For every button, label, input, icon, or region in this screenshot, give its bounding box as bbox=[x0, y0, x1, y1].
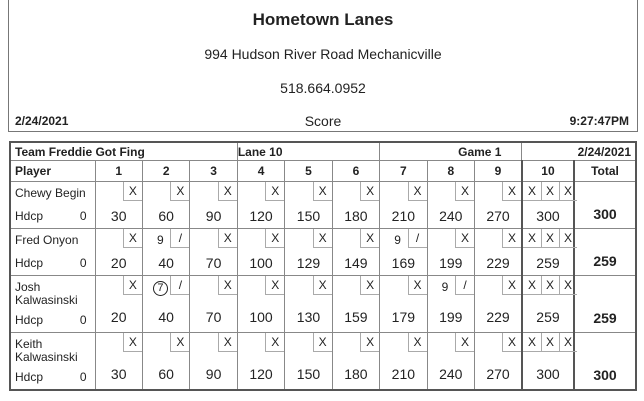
first-ball bbox=[151, 276, 169, 302]
second-ball: X bbox=[455, 182, 474, 201]
frame-3-balls bbox=[190, 276, 237, 303]
frame-3-balls bbox=[190, 182, 237, 205]
player-cell bbox=[10, 229, 95, 276]
tenth-ball-2: X bbox=[541, 182, 560, 201]
frame-3-score: 70 bbox=[190, 251, 237, 276]
frame-3-balls bbox=[190, 229, 237, 252]
frame-7-balls bbox=[380, 333, 427, 360]
handicap-label: Hdcp bbox=[15, 209, 44, 223]
lane-number: Lane 10 bbox=[237, 142, 379, 161]
player-total: 300 bbox=[574, 333, 636, 391]
first-ball bbox=[341, 276, 359, 302]
player-total: 259 bbox=[574, 229, 636, 276]
second-ball: X bbox=[218, 276, 237, 295]
first-ball bbox=[294, 182, 312, 204]
column-frame-4: 4 bbox=[237, 161, 284, 182]
frame-2-score: 40 bbox=[142, 251, 189, 276]
first-ball bbox=[483, 229, 501, 251]
first-ball bbox=[199, 182, 217, 204]
second-ball: X bbox=[265, 276, 284, 295]
first-ball bbox=[341, 182, 359, 204]
frame-10-score: 300 bbox=[522, 359, 574, 390]
column-frame-3: 3 bbox=[190, 161, 237, 182]
player-cell bbox=[10, 182, 95, 229]
handicap bbox=[15, 209, 87, 223]
first-ball bbox=[483, 276, 501, 302]
column-frame-2: 2 bbox=[142, 161, 189, 182]
tenth-ball-3: X bbox=[559, 182, 577, 201]
first-ball bbox=[151, 182, 169, 204]
frame-1-score: 20 bbox=[95, 302, 142, 333]
first-ball bbox=[104, 333, 122, 359]
print-time: 9:27:47PM bbox=[569, 114, 629, 128]
second-ball: X bbox=[170, 333, 189, 352]
second-ball: X bbox=[455, 333, 474, 352]
player-total: 300 bbox=[574, 182, 636, 229]
frame-7-score: 179 bbox=[380, 302, 427, 333]
handicap-label: Hdcp bbox=[15, 370, 44, 384]
frame-2-score: 60 bbox=[142, 359, 189, 390]
column-frame-8: 8 bbox=[427, 161, 474, 182]
frame-8-balls bbox=[427, 276, 474, 303]
second-ball: X bbox=[360, 276, 379, 295]
first-ball: 9 bbox=[441, 280, 449, 294]
column-frame-9: 9 bbox=[475, 161, 522, 182]
game-number: Game 1 bbox=[380, 142, 522, 161]
second-ball: X bbox=[313, 276, 332, 295]
frame-5-score: 129 bbox=[285, 251, 332, 276]
frame-6-balls bbox=[332, 229, 379, 252]
frame-7-score: 210 bbox=[380, 359, 427, 390]
frame-4-balls bbox=[237, 182, 284, 205]
column-frame-1: 1 bbox=[95, 161, 142, 182]
frame-4-score: 120 bbox=[237, 204, 284, 229]
frame-1-score: 30 bbox=[95, 204, 142, 229]
frame-5-score: 150 bbox=[285, 359, 332, 390]
frame-8-score: 199 bbox=[427, 302, 474, 333]
player-ball-row bbox=[10, 333, 636, 360]
handicap-label: Hdcp bbox=[15, 256, 44, 270]
second-ball: X bbox=[408, 182, 427, 201]
team-name: Team Freddie Got Fing bbox=[10, 142, 237, 161]
frame-7-score: 210 bbox=[380, 204, 427, 229]
player-score-row bbox=[10, 251, 636, 276]
frame-1-score: 20 bbox=[95, 251, 142, 276]
frame-3-score: 90 bbox=[190, 359, 237, 390]
second-ball: X bbox=[502, 276, 521, 295]
second-ball: X bbox=[123, 276, 142, 295]
tenth-ball-1: X bbox=[523, 182, 542, 201]
frame-10-balls bbox=[522, 276, 574, 303]
second-ball: X bbox=[123, 333, 142, 352]
first-ball bbox=[246, 182, 264, 204]
first-ball bbox=[246, 276, 264, 302]
frame-1-balls bbox=[95, 276, 142, 303]
frame-9-score: 270 bbox=[475, 359, 522, 390]
handicap bbox=[15, 313, 87, 327]
first-ball bbox=[341, 229, 359, 251]
game-info-row bbox=[10, 142, 636, 161]
first-ball bbox=[246, 333, 264, 359]
first-ball bbox=[341, 333, 359, 359]
frame-6-score: 159 bbox=[332, 302, 379, 333]
frame-10-score: 259 bbox=[522, 251, 574, 276]
frame-3-score: 90 bbox=[190, 204, 237, 229]
handicap-value: 0 bbox=[79, 313, 87, 327]
tenth-ball-1: X bbox=[523, 333, 542, 352]
second-ball: X bbox=[313, 229, 332, 248]
second-ball: X bbox=[313, 333, 332, 352]
second-ball: X bbox=[408, 333, 427, 352]
player-name: Fred Onyon bbox=[15, 233, 79, 247]
tenth-ball-2: X bbox=[541, 229, 560, 248]
second-ball: X bbox=[455, 229, 474, 248]
tenth-ball-3: X bbox=[559, 333, 577, 352]
frame-1-balls bbox=[95, 229, 142, 252]
frame-3-score: 70 bbox=[190, 302, 237, 333]
frame-2-balls bbox=[142, 229, 189, 252]
alley-phone: 518.664.0952 bbox=[280, 80, 366, 96]
frame-4-score: 120 bbox=[237, 359, 284, 390]
frame-5-balls bbox=[285, 276, 332, 303]
handicap bbox=[15, 256, 87, 270]
first-ball bbox=[436, 229, 454, 251]
player-score-row bbox=[10, 204, 636, 229]
second-ball: X bbox=[218, 229, 237, 248]
tenth-ball-3: X bbox=[559, 229, 577, 248]
second-ball: / bbox=[455, 276, 474, 295]
frame-8-score: 199 bbox=[427, 251, 474, 276]
first-ball bbox=[151, 333, 169, 359]
frame-8-score: 240 bbox=[427, 359, 474, 390]
player-score-row bbox=[10, 302, 636, 333]
column-frame-10: 10 bbox=[522, 161, 574, 182]
first-ball bbox=[436, 333, 454, 359]
frame-5-balls bbox=[285, 182, 332, 205]
frame-2-balls bbox=[142, 276, 189, 303]
frame-5-balls bbox=[285, 229, 332, 252]
second-ball: X bbox=[360, 229, 379, 248]
second-ball: / bbox=[408, 229, 427, 248]
first-ball bbox=[389, 276, 407, 302]
frame-6-score: 180 bbox=[332, 204, 379, 229]
frame-6-score: 149 bbox=[332, 251, 379, 276]
second-ball: / bbox=[170, 276, 189, 295]
second-ball: X bbox=[360, 333, 379, 352]
frame-2-balls bbox=[142, 333, 189, 360]
frame-6-score: 180 bbox=[332, 359, 379, 390]
player-name: Keith Kalwasinski bbox=[15, 337, 78, 364]
first-ball bbox=[104, 276, 122, 302]
frame-8-score: 240 bbox=[427, 204, 474, 229]
first-ball bbox=[294, 229, 312, 251]
tenth-ball-2: X bbox=[541, 276, 560, 295]
frame-6-balls bbox=[332, 182, 379, 205]
first-ball: 9 bbox=[157, 233, 164, 247]
first-ball bbox=[246, 229, 264, 251]
first-ball bbox=[483, 182, 501, 204]
frame-4-score: 100 bbox=[237, 251, 284, 276]
frame-2-score: 60 bbox=[142, 204, 189, 229]
frame-9-score: 229 bbox=[475, 251, 522, 276]
alley-name: Hometown Lanes bbox=[252, 10, 394, 29]
frame-3-balls bbox=[190, 333, 237, 360]
column-player: Player bbox=[10, 161, 95, 182]
player-ball-row bbox=[10, 276, 636, 303]
sheet-label: Score bbox=[304, 113, 342, 129]
frame-4-score: 100 bbox=[237, 302, 284, 333]
frame-10-score: 300 bbox=[522, 204, 574, 229]
game-date: 2/24/2021 bbox=[522, 142, 636, 161]
frame-9-score: 229 bbox=[475, 302, 522, 333]
frame-8-balls bbox=[427, 333, 474, 360]
second-ball: X bbox=[265, 182, 284, 201]
handicap-value: 0 bbox=[79, 370, 87, 384]
receipt-header bbox=[8, 0, 638, 132]
frame-6-balls bbox=[332, 333, 379, 360]
tenth-ball-1: X bbox=[523, 229, 542, 248]
alley-address: 994 Hudson River Road Mechanicville bbox=[204, 46, 442, 62]
handicap bbox=[15, 370, 87, 384]
frame-1-score: 30 bbox=[95, 359, 142, 390]
first-ball bbox=[294, 333, 312, 359]
frame-2-score: 40 bbox=[142, 302, 189, 333]
first-ball bbox=[104, 229, 122, 251]
second-ball: X bbox=[123, 182, 142, 201]
second-ball: X bbox=[313, 182, 332, 201]
frame-5-score: 130 bbox=[285, 302, 332, 333]
second-ball: X bbox=[170, 182, 189, 201]
player-cell bbox=[10, 333, 95, 391]
handicap-value: 0 bbox=[79, 256, 87, 270]
tenth-ball-3: X bbox=[559, 276, 577, 295]
split-marker: 7 bbox=[153, 281, 168, 296]
first-ball: 9 bbox=[394, 233, 401, 247]
frame-7-score: 169 bbox=[380, 251, 427, 276]
column-frame-5: 5 bbox=[285, 161, 332, 182]
frame-4-balls bbox=[237, 276, 284, 303]
first-ball bbox=[389, 333, 407, 359]
frame-6-balls bbox=[332, 276, 379, 303]
player-name: Josh Kalwasinski bbox=[15, 280, 78, 307]
column-total: Total bbox=[574, 161, 636, 182]
second-ball: X bbox=[218, 182, 237, 201]
player-score-row bbox=[10, 359, 636, 390]
frame-4-balls bbox=[237, 229, 284, 252]
frame-5-balls bbox=[285, 333, 332, 360]
frame-10-balls bbox=[522, 182, 574, 205]
player-cell bbox=[10, 276, 95, 333]
handicap-value: 0 bbox=[79, 209, 87, 223]
frame-10-balls bbox=[522, 333, 574, 360]
column-frame-7: 7 bbox=[380, 161, 427, 182]
second-ball: X bbox=[123, 229, 142, 248]
frame-7-balls bbox=[380, 182, 427, 205]
frame-8-balls bbox=[427, 182, 474, 205]
second-ball: X bbox=[218, 333, 237, 352]
frame-4-balls bbox=[237, 333, 284, 360]
second-ball: X bbox=[265, 333, 284, 352]
frame-7-balls bbox=[380, 229, 427, 252]
frame-9-balls bbox=[475, 182, 522, 205]
frame-9-balls bbox=[475, 333, 522, 360]
column-frame-6: 6 bbox=[332, 161, 379, 182]
frame-8-balls bbox=[427, 229, 474, 252]
frame-9-balls bbox=[475, 229, 522, 252]
frame-9-score: 270 bbox=[475, 204, 522, 229]
frame-2-balls bbox=[142, 182, 189, 205]
frame-10-balls bbox=[522, 229, 574, 252]
first-ball bbox=[436, 182, 454, 204]
frame-5-score: 150 bbox=[285, 204, 332, 229]
second-ball: X bbox=[502, 333, 521, 352]
first-ball bbox=[199, 333, 217, 359]
frame-9-balls bbox=[475, 276, 522, 303]
first-ball bbox=[104, 182, 122, 204]
player-name: Chewy Begin bbox=[15, 186, 86, 200]
second-ball: X bbox=[408, 276, 427, 295]
second-ball: X bbox=[502, 182, 521, 201]
first-ball bbox=[294, 276, 312, 302]
tenth-ball-2: X bbox=[541, 333, 560, 352]
frame-10-score: 259 bbox=[522, 302, 574, 333]
frame-1-balls bbox=[95, 333, 142, 360]
second-ball: X bbox=[265, 229, 284, 248]
frame-7-balls bbox=[380, 276, 427, 303]
frame-1-balls bbox=[95, 182, 142, 205]
player-ball-row bbox=[10, 229, 636, 252]
second-ball: / bbox=[170, 229, 189, 248]
player-ball-row bbox=[10, 182, 636, 205]
handicap-label: Hdcp bbox=[15, 313, 44, 327]
player-total: 259 bbox=[574, 276, 636, 333]
column-header-row bbox=[10, 161, 636, 182]
first-ball bbox=[199, 276, 217, 302]
tenth-ball-1: X bbox=[523, 276, 542, 295]
second-ball: X bbox=[360, 182, 379, 201]
second-ball: X bbox=[502, 229, 521, 248]
first-ball bbox=[483, 333, 501, 359]
first-ball bbox=[199, 229, 217, 251]
print-date: 2/24/2021 bbox=[15, 114, 69, 128]
score-table bbox=[9, 141, 637, 391]
first-ball bbox=[389, 182, 407, 204]
